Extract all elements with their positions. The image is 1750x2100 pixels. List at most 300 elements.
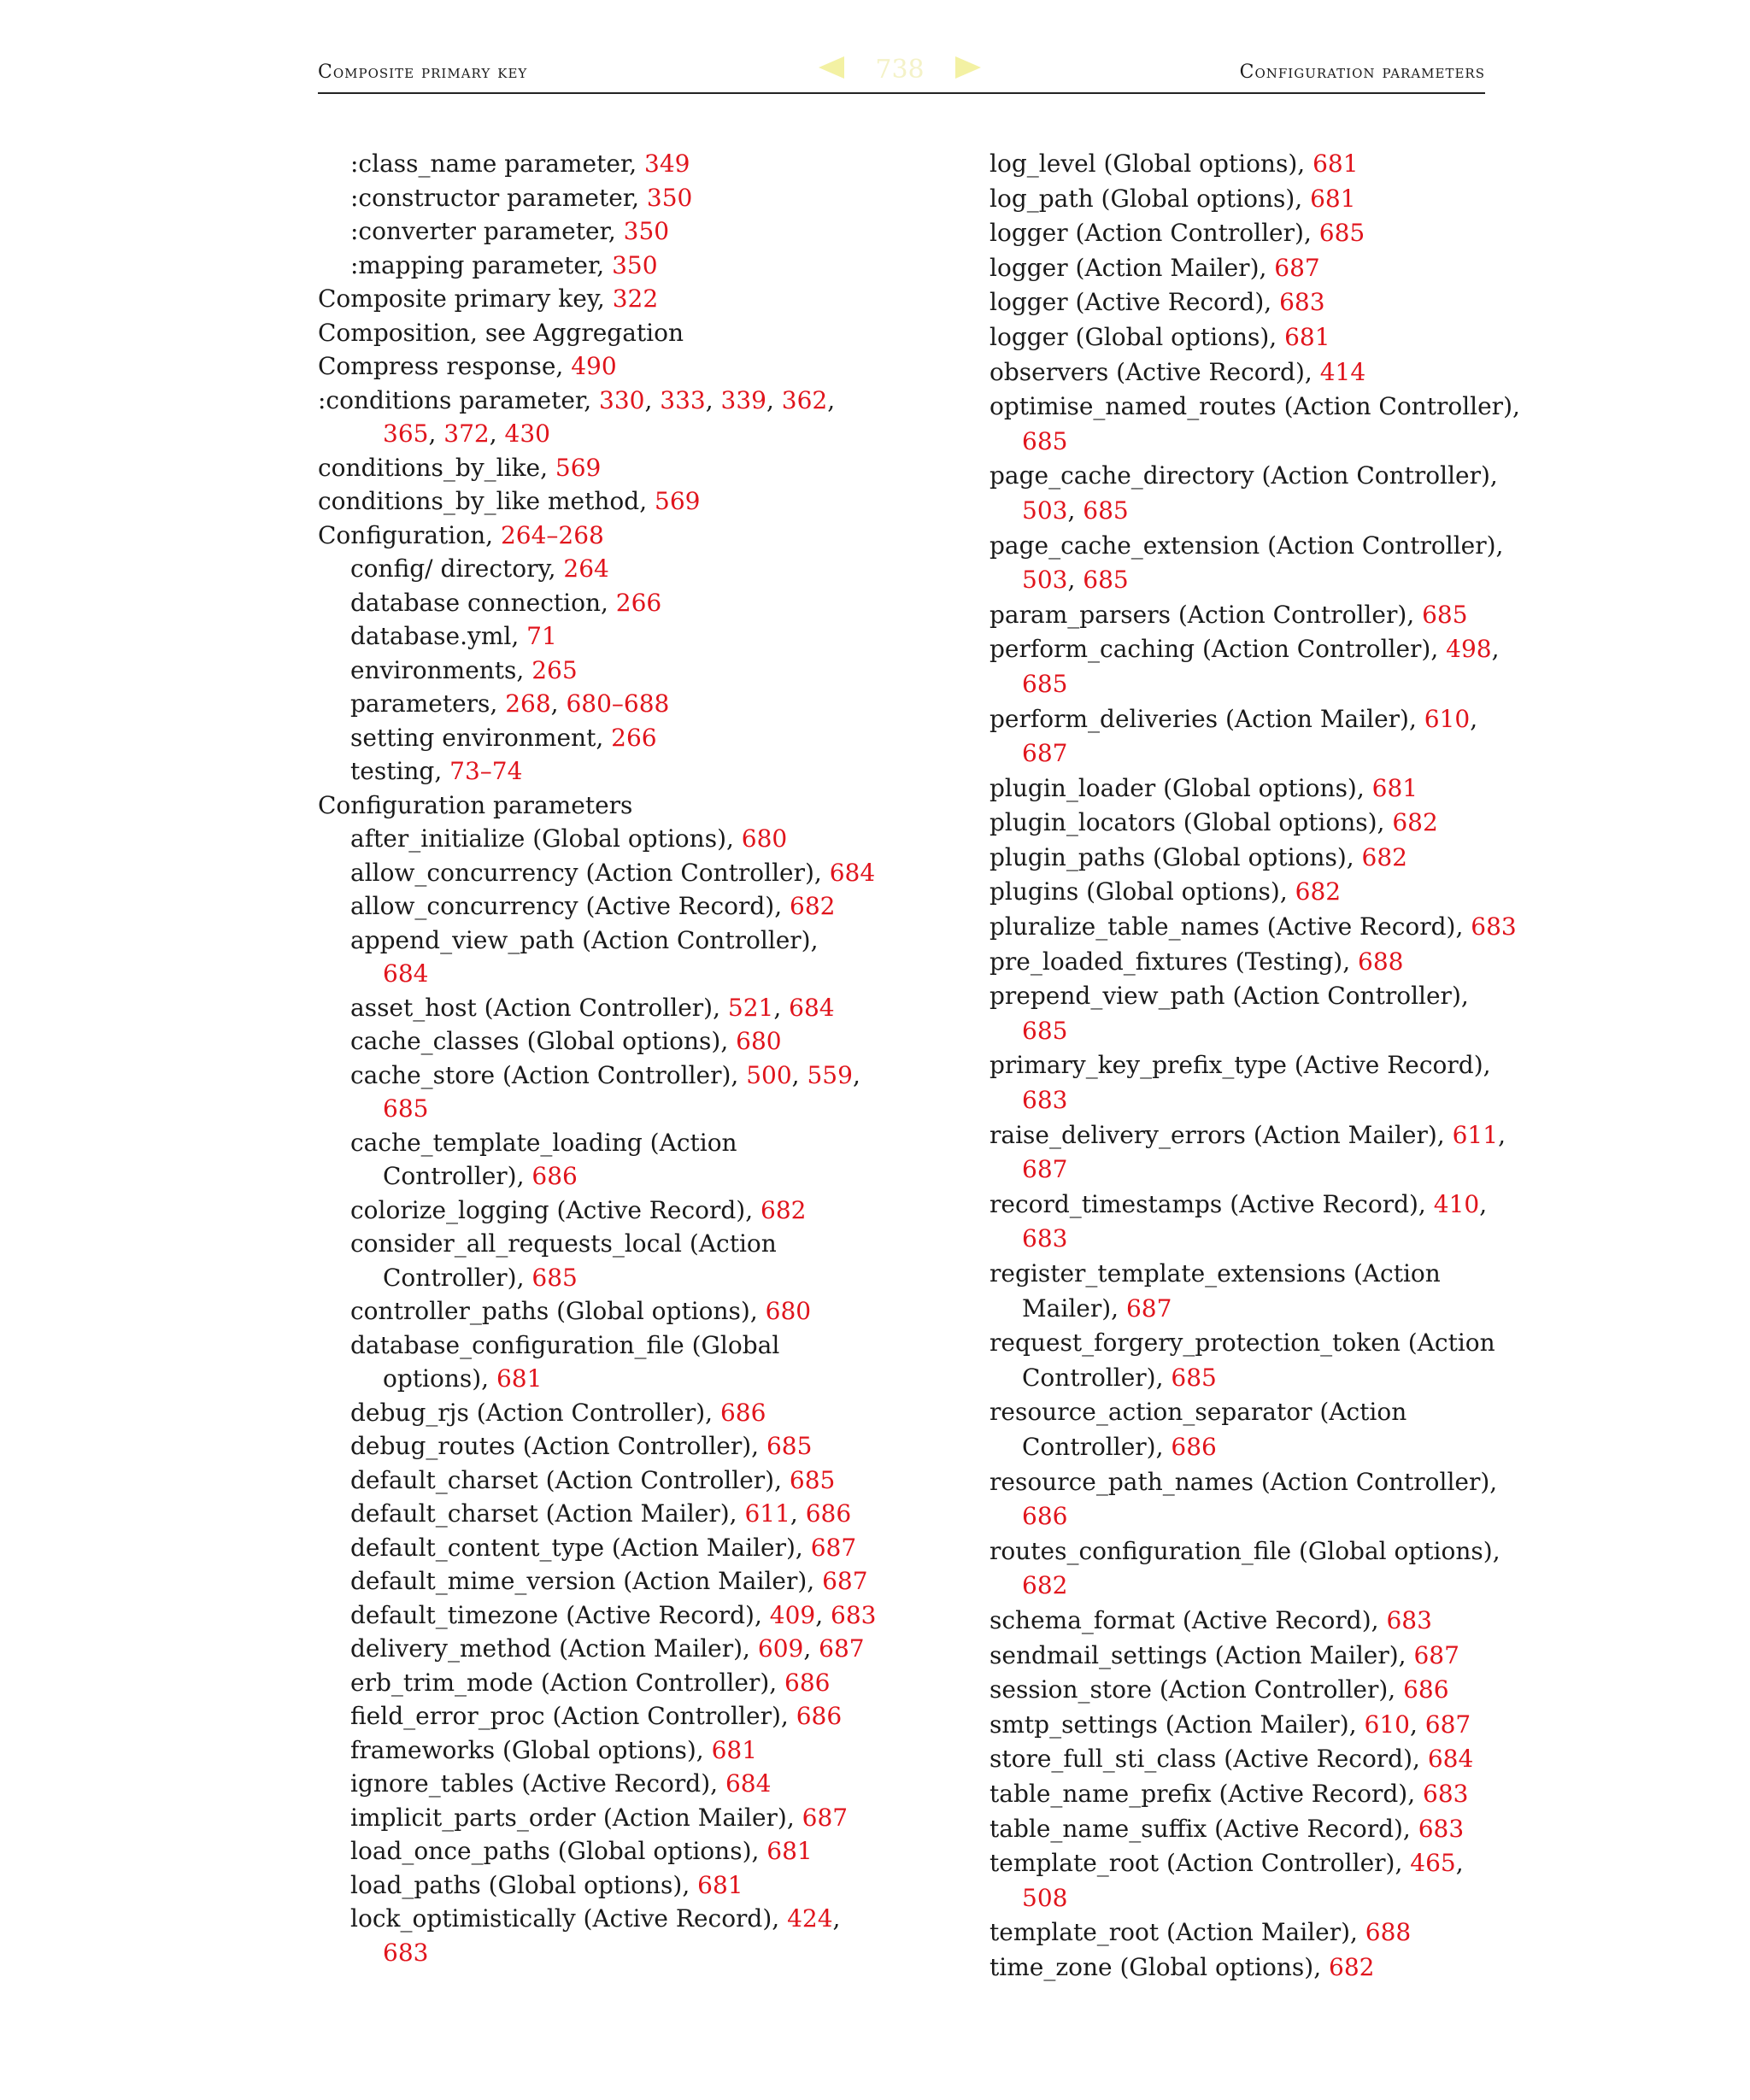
page-reference-link[interactable]: 681 xyxy=(1284,322,1330,351)
page-reference-link[interactable]: 362 xyxy=(781,385,828,414)
index-entry xyxy=(990,1950,1502,1986)
index-term: default_charset (Action Controller), xyxy=(350,1465,790,1494)
page-reference-link[interactable]: 372 xyxy=(443,419,490,448)
page-reference-link[interactable]: 339 xyxy=(720,385,766,414)
index-term: consider_all_requests_local (Action xyxy=(350,1229,777,1258)
index-term: database connection, xyxy=(350,588,616,617)
page-navigation xyxy=(819,51,981,85)
index-term: lock_optimistically (Active Record), xyxy=(350,1904,788,1933)
index-term: resource_path_names (Action Controller), xyxy=(990,1467,1498,1496)
index-entry xyxy=(990,1292,1502,1327)
page-reference-link[interactable]: 503 xyxy=(1022,496,1068,525)
page-reference-link[interactable]: 685 xyxy=(1083,496,1129,525)
page-reference-link[interactable]: 684 xyxy=(789,993,835,1022)
index-term: :mapping parameter, xyxy=(350,250,613,279)
index-entry: 503, 685 xyxy=(1022,566,1129,595)
index-entry xyxy=(990,667,1502,702)
page-reference-link[interactable]: 521 xyxy=(727,993,774,1022)
index-term: session_store (Action Controller), xyxy=(990,1675,1404,1704)
page-reference-link[interactable]: 686 xyxy=(796,1702,843,1730)
index-entry xyxy=(318,619,865,654)
page-reference-link[interactable]: 349 xyxy=(644,150,690,178)
index-term: logger (Action Controller), xyxy=(990,219,1319,248)
page-reference-link[interactable]: 681 xyxy=(697,1870,743,1899)
page-reference-link[interactable]: 503 xyxy=(1022,566,1068,595)
index-entry xyxy=(990,1430,1502,1465)
index-term: Composite primary key, xyxy=(318,284,613,313)
index-term: delivery_method (Action Mailer), xyxy=(350,1634,758,1663)
page-reference-link[interactable]: 350 xyxy=(646,183,693,212)
index-entry: perform_caching (Action Controller), 498, xyxy=(990,635,1500,664)
index-term: plugin_paths (Global options), xyxy=(990,842,1362,871)
index-entry xyxy=(318,181,865,215)
index-column-left xyxy=(318,147,877,1969)
index-entry xyxy=(318,754,865,789)
index-entry xyxy=(318,1767,865,1801)
index-term: param_parsers (Action Controller), xyxy=(990,600,1423,629)
page-reference-link[interactable]: 686 xyxy=(1403,1675,1449,1704)
index-entry xyxy=(990,1569,1502,1604)
index-term: table_name_prefix (Active Record), xyxy=(990,1779,1424,1808)
page-reference-link[interactable]: 686 xyxy=(784,1668,831,1697)
page-reference-link[interactable]: 681 xyxy=(496,1364,543,1393)
index-term: optimise_named_routes (Action Controller), xyxy=(990,392,1520,421)
index-entry: default_timezone (Active Record), 409, 683 xyxy=(350,1600,877,1629)
page-reference-link[interactable]: 685 xyxy=(766,1432,813,1460)
page-reference-link[interactable]: 687 xyxy=(822,1567,868,1595)
index-entry xyxy=(318,249,865,283)
index-entry xyxy=(318,1733,865,1768)
page-reference-link[interactable]: 414 xyxy=(1319,357,1366,386)
page-reference-link[interactable]: 685 xyxy=(1022,1016,1068,1045)
index-entry: parameters, 268, 680–688 xyxy=(350,689,670,718)
index-entry xyxy=(318,1159,865,1194)
index-term: smtp_settings (Action Mailer), xyxy=(990,1710,1365,1739)
index-entry xyxy=(990,1915,1502,1950)
index-term: erb_trim_mode (Action Controller), xyxy=(350,1668,785,1697)
page-reference-link[interactable]: 498 xyxy=(1446,635,1492,664)
page-reference-link[interactable]: 681 xyxy=(1310,184,1356,213)
page-reference-link[interactable]: 682 xyxy=(790,892,836,920)
page-reference-link[interactable]: 264–268 xyxy=(500,520,604,549)
index-entry xyxy=(318,1024,865,1059)
index-term: logger (Active Record), xyxy=(990,288,1280,317)
index-entry xyxy=(318,1126,865,1160)
page-reference-link[interactable]: 687 xyxy=(1022,1155,1068,1184)
index-term: Controller), xyxy=(383,1162,532,1190)
index-entry xyxy=(990,1014,1502,1049)
index-entry xyxy=(990,875,1502,910)
index-term: plugins (Global options), xyxy=(990,877,1295,906)
index-term: config/ directory, xyxy=(350,554,564,583)
index-term: debug_routes (Action Controller), xyxy=(350,1432,766,1460)
index-entry: template_root (Action Controller), 465, xyxy=(990,1849,1464,1878)
index-term: debug_rjs (Action Controller), xyxy=(350,1398,720,1427)
page-reference-link[interactable]: 611 xyxy=(1452,1120,1499,1149)
page-reference-link[interactable]: 681 xyxy=(766,1837,813,1865)
index-term: conditions_by_like method, xyxy=(318,487,655,515)
index-entry xyxy=(990,598,1502,633)
page-reference-link[interactable]: 686 xyxy=(1022,1502,1068,1531)
index-term: log_level (Global options), xyxy=(990,150,1313,178)
index-term: observers (Active Record), xyxy=(990,357,1320,386)
page-reference-link[interactable]: 681 xyxy=(711,1735,758,1764)
index-term: primary_key_prefix_type (Active Record), xyxy=(990,1051,1491,1080)
index-entry xyxy=(318,1396,865,1430)
index-entry xyxy=(318,1464,865,1498)
index-term: template_root (Action Controller), xyxy=(990,1849,1411,1878)
page-reference-link[interactable]: 266 xyxy=(611,723,657,752)
index-term: default_mime_version (Action Mailer), xyxy=(350,1567,823,1595)
page-reference-link[interactable]: 687 xyxy=(810,1533,857,1562)
page-reference-link[interactable]: 508 xyxy=(1022,1883,1068,1912)
index-term: schema_format (Active Record), xyxy=(990,1605,1387,1634)
index-term: pluralize_table_names (Active Record), xyxy=(990,912,1471,941)
page-reference-link[interactable]: 685 xyxy=(1022,426,1068,455)
index-term: conditions_by_like, xyxy=(318,453,555,482)
index-term: Composition, see Aggregation xyxy=(318,318,684,347)
index-entry: perform_deliveries (Action Mailer), 610, xyxy=(990,704,1478,733)
page-reference-link[interactable]: 610 xyxy=(1364,1710,1410,1739)
index-term: register_template_extensions (Action xyxy=(990,1259,1441,1288)
index-entry xyxy=(318,1666,865,1700)
index-entry xyxy=(318,214,865,249)
page-reference-link[interactable]: 682 xyxy=(1295,877,1342,906)
index-term: logger (Action Mailer), xyxy=(990,253,1275,282)
index-entry xyxy=(990,945,1502,980)
index-entry xyxy=(990,1812,1502,1847)
page-reference-link[interactable]: 688 xyxy=(1365,1918,1412,1947)
index-entry: default_charset (Action Mailer), 611, 686 xyxy=(350,1499,852,1528)
index-term: options), xyxy=(383,1364,496,1393)
index-term: controller_paths (Global options), xyxy=(350,1297,766,1325)
page-reference-link[interactable]: 685 xyxy=(1422,600,1468,629)
index-column-right xyxy=(990,147,1520,1985)
index-term: prepend_view_path (Action Controller), xyxy=(990,982,1469,1011)
index-entry xyxy=(318,1092,865,1126)
page-reference-link[interactable]: 264 xyxy=(563,554,609,583)
index-entry xyxy=(318,282,865,316)
index-entry xyxy=(318,451,865,485)
page-reference-link[interactable]: 685 xyxy=(383,1094,429,1123)
index-entry xyxy=(990,459,1502,494)
index-entry xyxy=(318,484,865,519)
index-entry xyxy=(990,425,1502,460)
index-term: append_view_path (Action Controller), xyxy=(350,925,819,954)
page-reference-link[interactable]: 684 xyxy=(383,959,429,988)
index-term: Configuration parameters xyxy=(318,790,633,819)
page-reference-link[interactable]: 266 xyxy=(615,588,662,617)
page-reference-link[interactable]: 687 xyxy=(1274,253,1320,282)
index-term: time_zone (Global options), xyxy=(990,1952,1329,1981)
page-reference-link[interactable]: 685 xyxy=(789,1465,836,1494)
index-entry xyxy=(990,806,1502,841)
page-reference-link[interactable]: 687 xyxy=(1413,1640,1459,1669)
index-term: table_name_suffix (Active Record), xyxy=(990,1814,1418,1843)
index-entry xyxy=(990,910,1517,945)
page-reference-link[interactable]: 685 xyxy=(1022,669,1068,698)
index-entry xyxy=(318,519,865,553)
index-entry xyxy=(990,1534,1502,1569)
index-term: asset_host (Action Controller), xyxy=(350,993,728,1022)
index-entry xyxy=(318,1531,865,1565)
index-entry xyxy=(990,1639,1502,1674)
index-term: page_cache_directory (Action Controller), xyxy=(990,461,1498,490)
page-reference-link[interactable]: 424 xyxy=(787,1904,833,1933)
index-term: field_error_proc (Action Controller), xyxy=(350,1702,796,1730)
page-reference-link[interactable]: 350 xyxy=(623,217,670,245)
page-reference-link[interactable]: 569 xyxy=(655,487,701,515)
page-reference-link[interactable]: 683 xyxy=(1279,288,1325,317)
index-term: perform_deliveries (Action Mailer), xyxy=(990,704,1424,733)
index-term: raise_delivery_errors (Action Mailer), xyxy=(990,1120,1453,1149)
index-entry xyxy=(990,182,1502,217)
index-entry xyxy=(990,1326,1502,1361)
index-entry xyxy=(990,1604,1502,1639)
index-term: Compress response, xyxy=(318,352,572,380)
page-reference-link[interactable]: 680 xyxy=(741,824,788,853)
index-entry xyxy=(318,789,865,823)
index-term: perform_caching (Action Controller), xyxy=(990,635,1447,664)
page-reference-link[interactable]: 409 xyxy=(769,1600,816,1629)
index-entry: delivery_method (Action Mailer), 609, 687 xyxy=(350,1634,865,1663)
index-entry xyxy=(990,1777,1502,1812)
page-reference-link[interactable]: 687 xyxy=(1125,1293,1172,1323)
index-term: cache_template_loading (Action xyxy=(350,1128,737,1157)
index-term: :class_name parameter, xyxy=(350,150,644,178)
page-reference-link[interactable]: 688 xyxy=(1358,947,1404,976)
index-entry xyxy=(990,1881,1502,1916)
page-reference-link[interactable]: 500 xyxy=(746,1060,792,1089)
index-entry xyxy=(990,1499,1502,1534)
page-reference-link[interactable]: 682 xyxy=(1022,1571,1068,1600)
index-term: allow_concurrency (Active Record), xyxy=(350,892,790,920)
index-term: load_once_paths (Global options), xyxy=(350,1837,767,1865)
index-entry xyxy=(990,841,1502,876)
index-entry xyxy=(318,721,865,755)
index-term: log_path (Global options), xyxy=(990,184,1311,213)
page-reference-link[interactable]: 350 xyxy=(612,250,658,279)
index-entry xyxy=(990,1222,1502,1257)
index-entry xyxy=(990,1395,1502,1430)
index-term: allow_concurrency (Action Controller), xyxy=(350,858,830,887)
page-reference-link[interactable]: 680–688 xyxy=(566,689,670,718)
index-term: default_content_type (Action Mailer), xyxy=(350,1533,811,1562)
page-reference-link[interactable]: 683 xyxy=(383,1938,429,1967)
page-reference-link[interactable]: 682 xyxy=(1392,808,1438,837)
index-entry xyxy=(990,1048,1502,1083)
page-reference-link[interactable]: 322 xyxy=(612,284,659,313)
index-entry xyxy=(318,1261,865,1295)
page-reference-link[interactable]: 330 xyxy=(599,385,645,414)
page-reference-link[interactable]: 680 xyxy=(765,1297,812,1325)
page-reference-link[interactable]: 410 xyxy=(1433,1189,1480,1218)
page-reference-link[interactable]: 686 xyxy=(1171,1432,1217,1461)
page-reference-link[interactable]: 684 xyxy=(1427,1745,1474,1774)
index-term: load_paths (Global options), xyxy=(350,1870,698,1899)
index-term: database_configuration_file (Global xyxy=(350,1330,780,1359)
index-term: after_initialize (Global options), xyxy=(350,824,742,853)
page-reference-link[interactable]: 683 xyxy=(1022,1224,1068,1253)
index-entry xyxy=(990,216,1502,251)
page-reference-link[interactable]: 333 xyxy=(660,385,706,414)
page-reference-link[interactable]: 430 xyxy=(504,419,550,448)
index-entry: asset_host (Action Controller), 521, 684 xyxy=(350,993,835,1022)
page-reference-link[interactable]: 687 xyxy=(819,1634,865,1663)
index-term: frameworks (Global options), xyxy=(350,1735,712,1764)
page-reference-link[interactable]: 681 xyxy=(1371,773,1418,802)
page-reference-link[interactable]: 490 xyxy=(571,352,617,380)
page-reference-link[interactable]: 687 xyxy=(802,1803,849,1832)
index-term: cache_store (Action Controller), xyxy=(350,1060,747,1089)
page-reference-link[interactable]: 559 xyxy=(807,1060,853,1089)
page-reference-link[interactable]: 73–74 xyxy=(449,757,523,785)
index-term: testing, xyxy=(350,757,450,785)
index-term: Controller), xyxy=(1022,1363,1172,1392)
index-term: sendmail_settings (Action Mailer), xyxy=(990,1640,1414,1669)
index-term: request_forgery_protection_token (Action xyxy=(990,1329,1495,1358)
index-entry xyxy=(318,1801,865,1835)
index-term: :constructor parameter, xyxy=(350,183,647,212)
index-term: database.yml, xyxy=(350,622,527,650)
index-term: routes_configuration_file (Global options), xyxy=(990,1536,1500,1565)
page-reference-link[interactable]: 684 xyxy=(725,1769,772,1798)
index-entry xyxy=(318,1362,865,1396)
page-reference-link[interactable]: 465 xyxy=(1410,1849,1456,1878)
page-reference-link[interactable]: 609 xyxy=(757,1634,804,1663)
index-entry xyxy=(990,320,1502,355)
index-term: Controller), xyxy=(1022,1432,1172,1461)
page-reference-link[interactable]: 685 xyxy=(1318,219,1365,248)
page-reference-link[interactable]: 683 xyxy=(1386,1605,1432,1634)
page-reference-link[interactable]: 683 xyxy=(1471,912,1517,941)
index-term: cache_classes (Global options), xyxy=(350,1027,737,1055)
index-entry xyxy=(990,1465,1502,1500)
index-entry xyxy=(990,390,1520,425)
index-term: pre_loaded_fixtures (Testing), xyxy=(990,947,1359,976)
index-entry xyxy=(990,147,1502,182)
index-entry xyxy=(990,1083,1502,1118)
index-entry: 365, 372, 430 xyxy=(383,419,550,448)
index-term: ignore_tables (Active Record), xyxy=(350,1769,725,1798)
index-entry xyxy=(990,1742,1502,1777)
page-reference-link[interactable]: 680 xyxy=(736,1027,782,1055)
page-reference-link[interactable]: 683 xyxy=(831,1600,877,1629)
index-entry xyxy=(318,316,865,350)
index-entry xyxy=(318,1834,865,1868)
index-entry: raise_delivery_errors (Action Mailer), 611, xyxy=(990,1120,1506,1149)
page-reference-link[interactable]: 610 xyxy=(1424,704,1471,733)
index-term: plugin_locators (Global options), xyxy=(990,808,1393,837)
index-term: default_charset (Action Mailer), xyxy=(350,1499,745,1528)
index-entry xyxy=(318,1699,865,1733)
page-reference-link[interactable]: 682 xyxy=(760,1195,807,1224)
index-entry xyxy=(318,349,865,384)
page-reference-link[interactable]: 611 xyxy=(744,1499,790,1528)
index-term: parameters, xyxy=(350,689,506,718)
index-entry: smtp_settings (Action Mailer), 610, 687 xyxy=(990,1710,1471,1739)
index-entry: cache_store (Action Controller), 500, 559, xyxy=(350,1060,860,1089)
index-entry: lock_optimistically (Active Record), 424, xyxy=(350,1904,841,1933)
page-reference-link[interactable]: 683 xyxy=(1418,1814,1465,1843)
index-entry xyxy=(318,822,865,856)
index-entry xyxy=(990,529,1502,564)
previous-page-arrow-icon[interactable] xyxy=(819,56,844,79)
index-entry xyxy=(990,1257,1502,1292)
index-term: default_timezone (Active Record), xyxy=(350,1600,770,1629)
index-term: environments, xyxy=(350,655,532,684)
index-entry xyxy=(990,1153,1502,1188)
index-entry xyxy=(318,1936,865,1970)
index-term: store_full_sti_class (Active Record), xyxy=(990,1745,1428,1774)
index-entry xyxy=(318,1564,868,1598)
index-entry: 503, 685 xyxy=(1022,496,1129,525)
page-reference-link[interactable]: 682 xyxy=(1329,1952,1375,1981)
index-term: resource_action_separator (Action xyxy=(990,1398,1407,1427)
index-entry xyxy=(990,1361,1502,1396)
index-term: Controller), xyxy=(383,1263,532,1292)
index-entry xyxy=(318,1294,865,1329)
index-entry xyxy=(318,924,865,958)
page-reference-link[interactable]: 686 xyxy=(531,1162,578,1190)
index-entry xyxy=(318,856,876,890)
next-page-arrow-icon[interactable] xyxy=(955,56,981,79)
index-entry xyxy=(318,552,865,586)
index-entry xyxy=(318,1429,865,1464)
page-reference-link[interactable]: 685 xyxy=(1083,566,1129,595)
index-entry xyxy=(318,889,865,924)
page-reference-link[interactable]: 686 xyxy=(719,1398,766,1427)
page-reference-link[interactable]: 365 xyxy=(383,419,429,448)
index-entry: record_timestamps (Active Record), 410, xyxy=(990,1189,1488,1218)
page-reference-link[interactable]: 687 xyxy=(1424,1710,1471,1739)
index-entry xyxy=(318,1329,865,1363)
page-reference-link[interactable]: 71 xyxy=(526,622,557,650)
page-number: 738 xyxy=(875,55,925,85)
index-term: logger (Global options), xyxy=(990,322,1285,351)
index-term: colorize_logging (Active Record), xyxy=(350,1195,761,1224)
index-entry: :conditions parameter, 330, 333, 339, 362, xyxy=(318,385,836,414)
index-entry xyxy=(990,355,1502,390)
page-reference-link[interactable]: 685 xyxy=(1171,1363,1217,1392)
header-left-title: Composite primary key xyxy=(318,62,528,83)
page-reference-link[interactable]: 686 xyxy=(805,1499,852,1528)
page-reference-link[interactable]: 682 xyxy=(1361,842,1407,871)
page-reference-link[interactable]: 685 xyxy=(531,1263,578,1292)
page-reference-link[interactable]: 569 xyxy=(555,453,602,482)
index-entry xyxy=(318,1868,865,1903)
index-term: template_root (Action Mailer), xyxy=(990,1918,1365,1947)
index-term: Mailer), xyxy=(1022,1293,1126,1323)
header-right-title: Configuration parameters xyxy=(1239,62,1485,83)
page-reference-link[interactable]: 687 xyxy=(1022,739,1068,768)
page-reference-link[interactable]: 268 xyxy=(505,689,551,718)
page-reference-link[interactable]: 681 xyxy=(1312,150,1359,178)
index-entry xyxy=(990,771,1502,807)
page-reference-link[interactable]: 683 xyxy=(1022,1086,1068,1115)
index-entry xyxy=(990,251,1502,286)
index-entry xyxy=(318,654,865,688)
index-entry xyxy=(318,586,865,620)
index-entry xyxy=(990,736,1502,771)
index-entry xyxy=(990,1673,1502,1708)
index-entry xyxy=(318,1194,865,1228)
page-reference-link[interactable]: 683 xyxy=(1423,1779,1469,1808)
page-reference-link[interactable]: 684 xyxy=(829,858,876,887)
index-term: Configuration, xyxy=(318,520,501,549)
index-entry xyxy=(318,957,865,991)
page-reference-link[interactable]: 265 xyxy=(531,655,578,684)
